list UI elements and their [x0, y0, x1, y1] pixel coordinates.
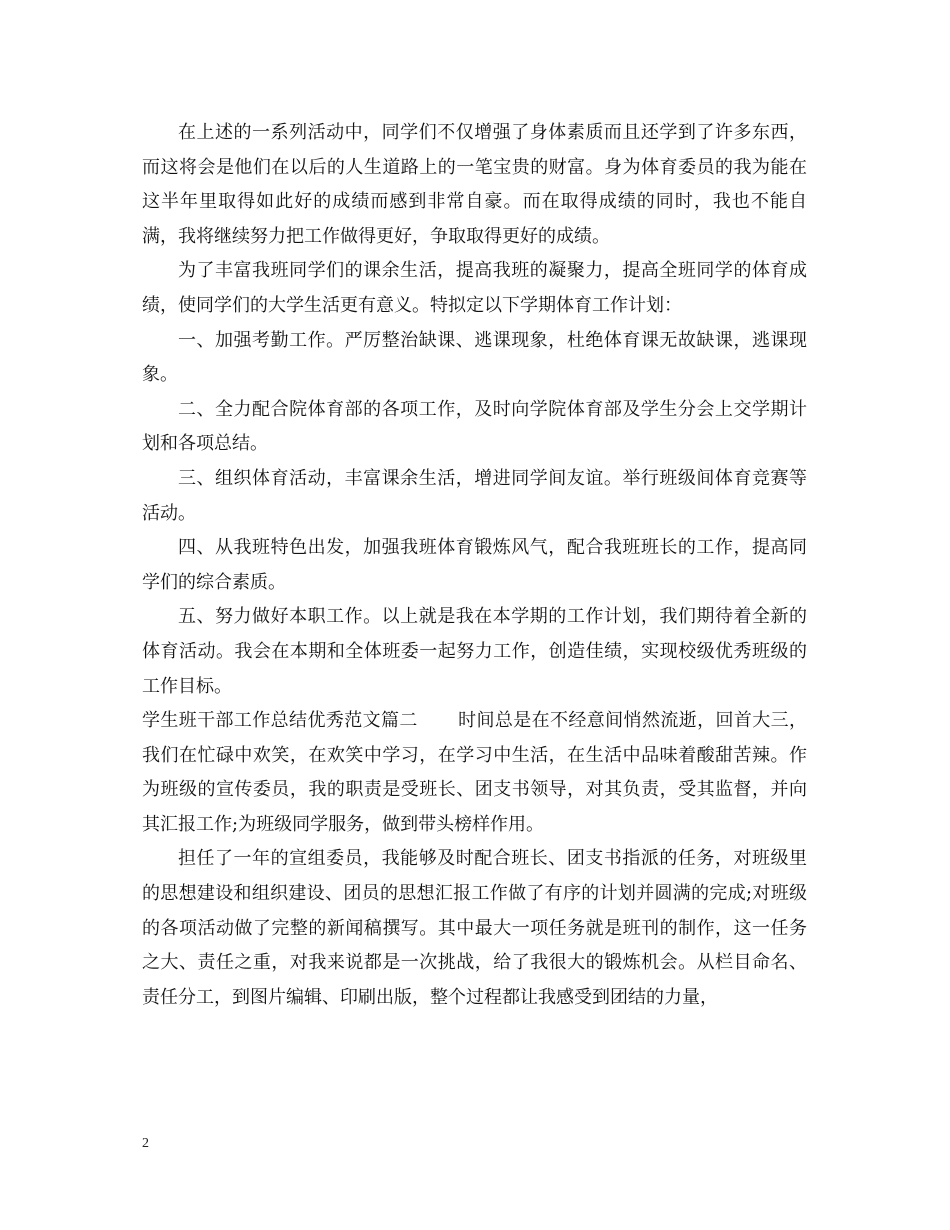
paragraph-plan-intro: 为了丰富我班同学们的课余生活，提高我班的凝聚力，提高全班同学的体育成绩，使同学们的大学生活更有意义。特拟定以下学期体育工作计划： [142, 260, 807, 316]
section2-title: 学生班干部工作总结优秀范文篇二 [142, 710, 418, 732]
paragraph-activities-summary: 在上述的一系列活动中，同学们不仅增强了身体素质而且还学到了许多东西，而这将会是他们在以后的人生道路上的一笔宝贵的财富。身为体育委员的我为能在这半年里取得如此好的成绩而感到非常自豪。而在取得成绩的同时，我也不能自满，我将继续努力把工作做得更好，争取取得更好的成绩。 [142, 122, 807, 247]
section2-intro-paragraph [142, 704, 807, 842]
document-body [142, 116, 807, 1015]
paragraph-plan-item-1: 一、加强考勤工作。严厉整治缺课、逃课现象，杜绝体育课无故缺课，逃课现象。 [142, 329, 807, 386]
section2-body-paragraph: 担任了一年的宣组委员，我能够及时配合班长、团支书指派的任务，对班级里的思想建设和组织建设、团员的思想汇报工作做了有序的计划并圆满的完成;对班级的各项活动做了完整的新闻稿撰写。其中最大一项任务就是班刊的制作，这一任务之大、责任之重，对我来说都是一次挑战，给了我很大的锻炼机会。从栏目命名、责任分工，到图片编辑、印刷出版，整个过程都让我感受到团结的力量， [142, 848, 807, 1008]
paragraph-plan-item-3: 三、组织体育活动，丰富课余生活，增进同学间友谊。举行班级间体育竞赛等活动。 [142, 467, 807, 524]
paragraph-plan-item-2: 二、全力配合院体育部的各项工作，及时向学院体育部及学生分会上交学期计划和各项总结。 [142, 398, 807, 455]
section2-intro-text: 时间总是在不经意间悄然流逝，回首大三，我们在忙碌中欢笑，在欢笑中学习，在学习中生活，在生活中品味着酸甜苦辣。作为班级的宣传委员，我的职责是受班长、团支书领导，对其负责，受其监督，并向其汇报工作;为班级同学服务，做到带头榜样作用。 [142, 710, 807, 835]
paragraph-plan-item-5: 五、努力做好本职工作。以上就是我在本学期的工作计划，我们期待着全新的体育活动。我会在本期和全体班委一起努力工作，创造佳绩，实现校级优秀班级的工作目标。 [142, 606, 807, 697]
paragraph-plan-item-4: 四、从我班特色出发，加强我班体育锻炼风气，配合我班班长的工作，提高同学们的综合素质。 [142, 537, 807, 593]
page-number: 2 [142, 1136, 149, 1151]
